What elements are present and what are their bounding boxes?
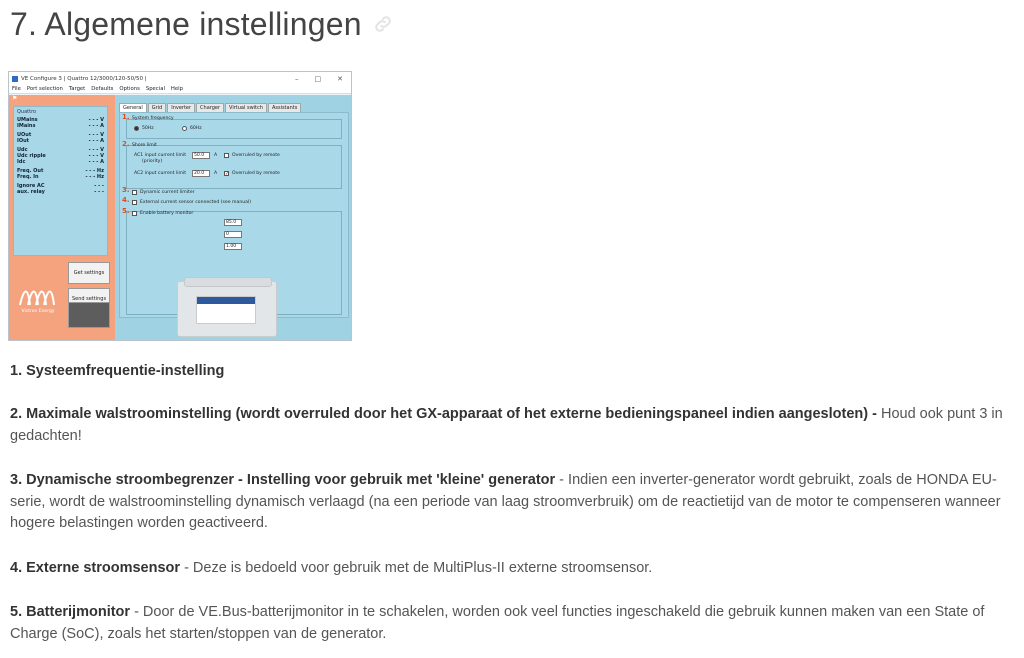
status-row: UMains - - - V xyxy=(17,117,104,123)
device-panel xyxy=(9,95,115,341)
anchor-link-icon[interactable] xyxy=(372,13,394,35)
battery-field-3: 1.00 xyxy=(224,243,242,250)
marker-1: 1. xyxy=(122,113,130,121)
status-box xyxy=(13,106,108,256)
marker-2: 2. xyxy=(122,140,130,148)
battery-monitor-checkbox xyxy=(132,211,137,216)
external-sensor-checkbox xyxy=(132,200,137,205)
status-row: IOut - - - A xyxy=(17,137,104,144)
status-row: Idc - - - A xyxy=(17,158,104,165)
status-row: Ignore AC - - - xyxy=(17,183,104,190)
ac2-override-checkbox: ✓ xyxy=(225,171,230,177)
tab-grid: Grid xyxy=(148,103,167,113)
device-label: Quattro xyxy=(17,109,37,115)
status-row: UOut - - - V xyxy=(17,132,104,139)
victron-logo xyxy=(13,285,63,325)
general-tab-body: 1. System frequency 50Hz 60Hz 2. Shore limit AC1 input current limit (priority) 50.0 A Overruled by remote AC2 input current limit 20.0 A ✓ Overruled by remote 3. Dynamic current limiter 4. External current sensor connected (see manual) 5. Enable battery monitor 85.0 0 1.00 xyxy=(119,112,349,318)
battery-field-2: 0 xyxy=(224,231,242,238)
status-row: aux. relay - - - xyxy=(17,188,104,195)
marker-5: 5. xyxy=(122,207,130,215)
tab-assistants: Assistants xyxy=(268,103,301,113)
ve-configure-screenshot xyxy=(8,71,352,341)
menu-file: File xyxy=(12,86,21,92)
settings-panel xyxy=(115,95,352,341)
ac1-override-checkbox xyxy=(224,153,229,158)
menu-options: Options xyxy=(119,86,140,92)
page-heading xyxy=(10,4,394,44)
shore-limit-group xyxy=(126,145,342,189)
get-settings-button: Get settings xyxy=(68,262,110,284)
item-2: 2. Maximale walstroominstelling (wordt overruled door het GX-apparaat of het externe bedieningspaneel indien aangesloten) - Houd ook punt 3 in gedachten! xyxy=(10,406,1003,444)
flag-icon: ⚑ xyxy=(12,95,18,102)
menu-target: Target xyxy=(68,86,86,92)
window-controls: – □ ✕ xyxy=(295,74,343,83)
window-titlebar xyxy=(9,72,351,85)
item-4: 4. Externe stroomsensor - Deze is bedoeld voor gebruik met de MultiPlus-II externe stroomsensor. xyxy=(10,560,653,576)
battery-image xyxy=(177,281,277,337)
marker-4: 4. xyxy=(122,196,130,204)
item-5: 5. Batterijmonitor - Door de VE.Bus-batterijmonitor in te schakelen, worden ook veel functies ingeschakeld die gebruik kunnen maken van een State of Charge (SoC), zoals het starten/stoppen van de generator. xyxy=(10,604,985,642)
status-row: IMains - - - A xyxy=(17,122,104,129)
item-1: 1. Systeemfrequentie-instelling xyxy=(10,363,225,379)
device-image xyxy=(68,302,110,328)
status-row: Freq. Out - - - Hz xyxy=(17,168,104,175)
victron-wave-icon xyxy=(18,285,58,307)
ac2-current-field: 20.0 xyxy=(192,170,210,177)
logo-text: Victron Energy xyxy=(21,309,55,314)
send-settings-button: Send settings xyxy=(68,288,110,310)
status-row: Freq. In - - - Hz xyxy=(17,173,104,180)
tab-inverter: Inverter xyxy=(167,103,195,113)
window-title: VE Configure 3 | Quattro 12/3000/120-50/50 | xyxy=(21,75,147,82)
marker-3: 3. xyxy=(122,186,130,194)
menu-defaults: Defaults xyxy=(91,86,114,92)
menu-port-selection: Port selection xyxy=(26,86,63,92)
radio-50hz xyxy=(134,126,139,131)
menu-special: Special xyxy=(145,86,165,92)
status-row: Udc - - - V xyxy=(17,147,104,154)
menu-bar xyxy=(9,85,351,94)
tab-general: General xyxy=(119,103,147,113)
status-row: Udc ripple - - - V xyxy=(17,152,104,159)
radio-60hz xyxy=(182,126,187,131)
system-frequency-group xyxy=(126,119,342,139)
tab-virtual-switch: Virtual switch xyxy=(225,103,267,113)
dynamic-limiter-checkbox xyxy=(132,190,137,195)
battery-capacity-field: 85.0 xyxy=(224,219,242,226)
menu-help: Help xyxy=(170,86,183,92)
tab-charger: Charger xyxy=(196,103,224,113)
app-icon xyxy=(12,76,18,82)
ac1-current-field: 50.0 xyxy=(192,152,210,159)
system-frequency-label: System frequency xyxy=(132,116,174,121)
page-title: 7. Algemene instellingen xyxy=(10,5,362,42)
item-3: 3. Dynamische stroombegrenzer - Instelling voor gebruik met 'kleine' generator - Indien een inverter-generator wordt gebruikt, zoals de HONDA EU-serie, wordt de walstroominstelling dynamisch verlaagd (na een periode van laag stroomverbruik) om de reactietijd van de motor te compenseren wanneer hogere belastingen worden geactiveerd. xyxy=(10,472,1001,531)
